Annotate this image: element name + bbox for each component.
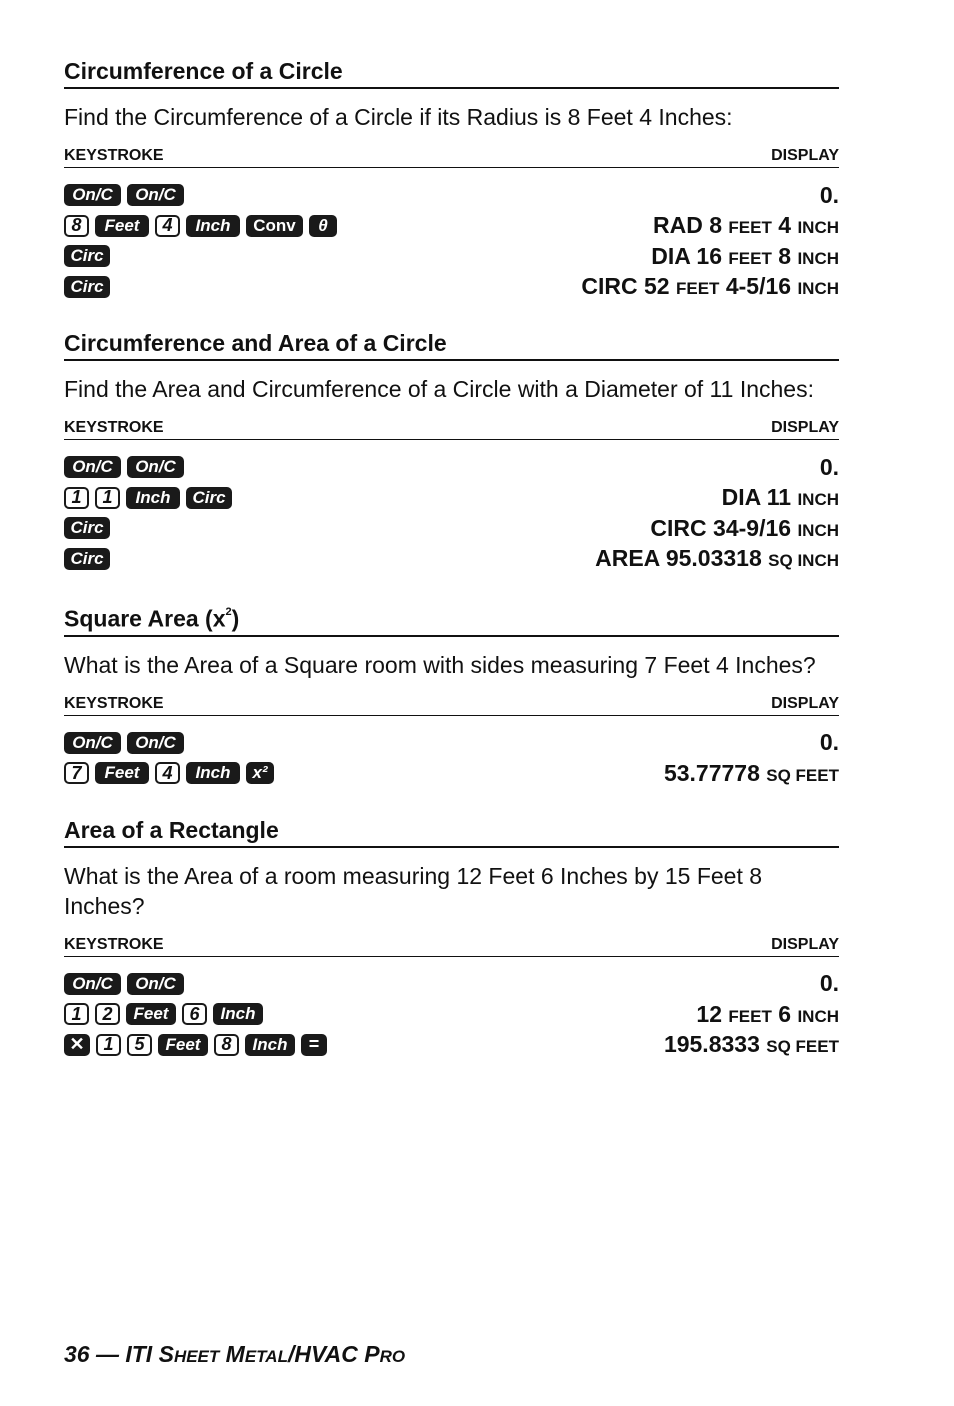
- section-circumference-area: [64, 328, 839, 574]
- footer-text: M: [219, 1341, 245, 1367]
- display-cell: 0.: [819, 970, 839, 997]
- on-c-key: On/C: [64, 732, 121, 754]
- inch-key: Inch: [186, 762, 240, 784]
- circ-key: Circ: [64, 245, 110, 267]
- multiply-key: ✕: [64, 1034, 90, 1056]
- question-text: Find the Area and Circumference of a Circle with a Diameter of 11 Inches:: [64, 376, 814, 402]
- display-cell: [653, 212, 839, 239]
- keystroke-cell: [64, 517, 110, 539]
- digit-8-key: 8: [64, 215, 89, 237]
- footer-text: 36 — ITI S: [64, 1341, 174, 1367]
- unit-label: INCH: [797, 1006, 839, 1026]
- keystroke-header: KEYSTROKE: [64, 694, 164, 712]
- footer-text: RO: [379, 1347, 406, 1366]
- inch-key: Inch: [126, 487, 180, 509]
- display-value: 8: [771, 242, 798, 269]
- display-value: 4: [771, 212, 798, 239]
- keystroke-table: [64, 728, 839, 789]
- table-row: [64, 969, 839, 1000]
- title-end: ): [231, 605, 240, 632]
- feet-key: Feet: [158, 1034, 208, 1056]
- display-value: 4-5/16: [719, 273, 798, 300]
- section-title: Area of a Rectangle: [64, 815, 839, 848]
- question-text: Find the Circumference of a Circle if its Radius is 8 Feet 4 Inches:: [64, 104, 733, 130]
- display-value: 53.77778: [663, 759, 767, 786]
- display-cell: [651, 243, 839, 270]
- conv-key: Conv: [246, 215, 303, 237]
- digit-7-key: 7: [64, 762, 89, 784]
- column-header: [64, 694, 839, 716]
- keystroke-table: [64, 180, 839, 302]
- page-footer: [64, 1341, 405, 1368]
- unit-label: INCH: [797, 218, 839, 238]
- digit-1-key: 1: [95, 487, 120, 509]
- keystroke-cell: [64, 548, 110, 570]
- footer-text: ETAL: [244, 1347, 288, 1366]
- on-c-key: On/C: [127, 184, 184, 206]
- unit-label: SQ FEET: [766, 765, 839, 785]
- table-row: [64, 452, 839, 483]
- digit-2-key: 2: [95, 1003, 120, 1025]
- section-title: Circumference and Area of a Circle: [64, 328, 839, 361]
- table-row: [64, 999, 839, 1030]
- digit-8-key: 8: [214, 1034, 239, 1056]
- keystroke-cell: [64, 487, 232, 509]
- inch-key: Inch: [186, 215, 240, 237]
- display-value: 195.8333: [663, 1031, 767, 1058]
- display-header: DISPLAY: [771, 147, 839, 164]
- digit-1-key: 1: [96, 1034, 121, 1056]
- table-row: [64, 544, 839, 575]
- unit-label: INCH: [797, 279, 839, 299]
- display-cell: [696, 1001, 839, 1028]
- display-cell: 0.: [819, 453, 839, 480]
- display-cell: [595, 545, 839, 572]
- table-row: [64, 758, 839, 789]
- table-row: [64, 241, 839, 272]
- keystroke-cell: [64, 215, 337, 237]
- display-cell: [650, 515, 839, 542]
- display-value: AREA 95.03318: [595, 545, 769, 572]
- display-cell: [581, 273, 839, 300]
- inch-key: Inch: [213, 1003, 263, 1025]
- unit-label: FEET: [728, 248, 772, 268]
- keystroke-cell: [64, 184, 184, 206]
- keystroke-cell: [64, 456, 184, 478]
- equals-key: =: [301, 1034, 327, 1056]
- theta-key: θ: [309, 215, 337, 237]
- display-cell: [722, 484, 839, 511]
- keystroke-table: [64, 969, 839, 1061]
- digit-5-key: 5: [127, 1034, 152, 1056]
- unit-label: SQ FEET: [766, 1037, 839, 1057]
- section-circumference: [64, 56, 839, 302]
- question-text: What is the Area of a room measuring 12 Feet 6 Inches by 15 Feet 8 Inches?: [64, 862, 763, 919]
- keystroke-table: [64, 452, 839, 574]
- unit-label: INCH: [797, 490, 839, 510]
- display-header: DISPLAY: [771, 694, 839, 712]
- keystroke-cell: [64, 1034, 327, 1056]
- section-title: [64, 600, 839, 637]
- on-c-key: On/C: [64, 184, 121, 206]
- on-c-key: On/C: [127, 456, 184, 478]
- keystroke-cell: [64, 276, 110, 298]
- display-header: DISPLAY: [771, 935, 839, 953]
- table-row: [64, 211, 839, 242]
- circ-key: Circ: [64, 548, 110, 570]
- display-value: RAD 8: [653, 212, 729, 239]
- section-square-area: [64, 600, 839, 789]
- unit-label: FEET: [675, 279, 720, 299]
- digit-1-key: 1: [64, 487, 89, 509]
- table-row: [64, 1030, 839, 1061]
- display-cell: [664, 760, 839, 787]
- unit-label: INCH: [797, 248, 839, 268]
- digit-6-key: 6: [182, 1003, 207, 1025]
- display-value: CIRC 34-9/16: [650, 514, 798, 541]
- table-row: [64, 272, 839, 303]
- column-header: [64, 935, 839, 957]
- display-value: 12: [696, 1000, 729, 1027]
- on-c-key: On/C: [64, 973, 121, 995]
- title-text: Square Area (x: [64, 605, 226, 632]
- digit-1-key: 1: [64, 1003, 89, 1025]
- keystroke-cell: [64, 762, 274, 784]
- table-row: [64, 728, 839, 759]
- display-value: CIRC 52: [581, 273, 676, 300]
- keystroke-cell: [64, 1003, 263, 1025]
- digit-4-key: 4: [155, 762, 180, 784]
- keystroke-header: KEYSTROKE: [64, 935, 164, 953]
- question-text: What is the Area of a Square room with sides measuring 7 Feet 4 Inches?: [64, 651, 816, 678]
- unit-label: FEET: [728, 1006, 772, 1026]
- circ-key: Circ: [64, 517, 110, 539]
- manual-page: [64, 56, 839, 1060]
- title-superscript: 2: [225, 606, 232, 618]
- table-row: [64, 513, 839, 544]
- section-title: Circumference of a Circle: [64, 56, 839, 89]
- unit-label: FEET: [728, 218, 772, 238]
- on-c-key: On/C: [64, 456, 121, 478]
- feet-key: Feet: [95, 215, 149, 237]
- display-cell: 0.: [819, 729, 839, 756]
- keystroke-header: KEYSTROKE: [64, 419, 164, 436]
- unit-label: INCH: [797, 520, 839, 540]
- column-header: [64, 146, 839, 168]
- keystroke-header: KEYSTROKE: [64, 147, 164, 164]
- display-cell: 0.: [819, 181, 839, 208]
- keystroke-cell: [64, 732, 184, 754]
- keystroke-cell: [64, 245, 110, 267]
- inch-key: Inch: [245, 1034, 295, 1056]
- circ-key: Circ: [64, 276, 110, 298]
- column-header: [64, 418, 839, 440]
- feet-key: Feet: [126, 1003, 176, 1025]
- section-rectangle-area: [64, 815, 839, 1061]
- display-value: DIA 16: [651, 242, 729, 269]
- x-squared-key: x²: [246, 762, 274, 784]
- table-row: [64, 483, 839, 514]
- feet-key: Feet: [95, 762, 149, 784]
- display-header: DISPLAY: [771, 419, 839, 436]
- display-value: DIA 11: [721, 484, 798, 511]
- table-row: [64, 180, 839, 211]
- unit-label: SQ INCH: [768, 551, 839, 571]
- circ-key: Circ: [186, 487, 232, 509]
- display-value: 6: [771, 1000, 798, 1027]
- digit-4-key: 4: [155, 215, 180, 237]
- on-c-key: On/C: [127, 973, 184, 995]
- footer-text: /HVAC P: [287, 1341, 380, 1367]
- on-c-key: On/C: [127, 732, 184, 754]
- display-cell: [664, 1031, 839, 1058]
- keystroke-cell: [64, 973, 184, 995]
- footer-text: HEET: [173, 1347, 220, 1366]
